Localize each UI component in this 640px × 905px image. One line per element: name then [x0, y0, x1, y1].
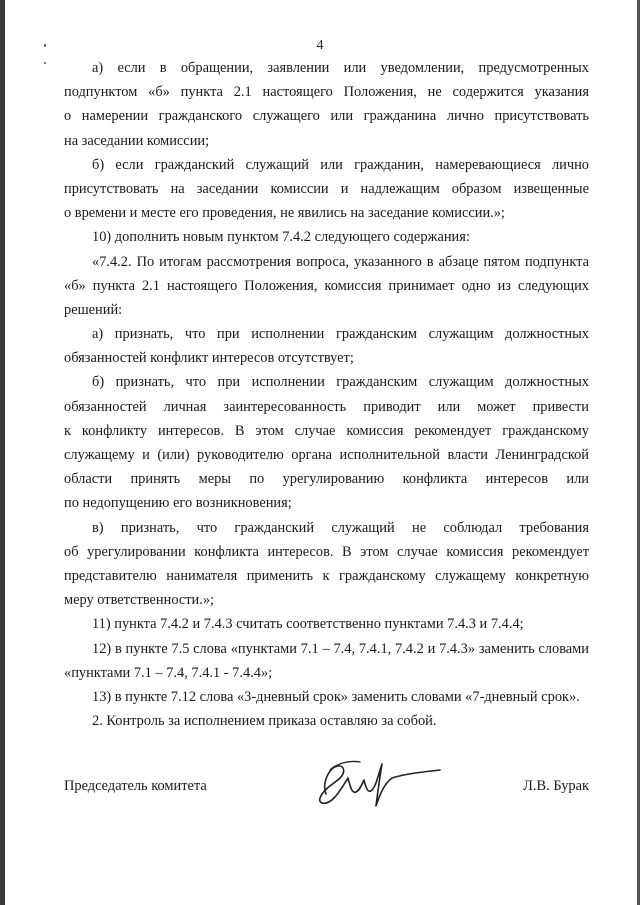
- signature-block: [64, 772, 589, 832]
- body-line: подпунктом «б» пункта 2.1 настоящего Положения, не содержится указания: [64, 84, 589, 101]
- body-line: 2. Контроль за исполнением приказа оставляю за собой.: [92, 713, 437, 730]
- handwritten-signature: [304, 754, 444, 816]
- body-line: о намерении гражданского служащего или гражданина лично присутствовать: [64, 108, 589, 125]
- body-line: б) если гражданский служащий или гражданин, намеревающиеся лично: [92, 156, 589, 173]
- body-line: а) если в обращении, заявлении или уведомлении, предусмотренных: [92, 60, 589, 76]
- body-line: об урегулировании конфликта интересов. В этом случае комиссия рекомендует: [64, 543, 589, 560]
- signatory-name: Л.В. Бурак: [523, 778, 589, 794]
- body-line: 10) дополнить новым пунктом 7.4.2 следующего содержания:: [92, 229, 470, 246]
- document-body: [64, 56, 589, 733]
- body-line: о времени и месте его проведения, не явились на заседание комиссии.»;: [64, 205, 505, 222]
- body-line: по недопущению его возникновения;: [64, 495, 292, 512]
- body-line: 13) в пункте 7.12 слова «3-дневный срок» заменить словами «7-дневный срок».: [92, 688, 580, 705]
- body-line: решений:: [64, 301, 123, 318]
- body-line: 12) в пункте 7.5 слова «пунктами 7.1 – 7.4, 7.4.1, 7.4.2 и 7.4.3» заменить словами: [92, 640, 589, 657]
- body-line: в) признать, что гражданский служащий не соблюдал требования: [92, 519, 589, 536]
- body-line: а) признать, что при исполнении гражданским служащим должностных: [92, 326, 589, 343]
- body-line: обязанностей личная заинтересованность приводит или может привести: [64, 398, 589, 415]
- body-line: на заседании комиссии;: [64, 132, 210, 149]
- body-line: «7.4.2. По итогам рассмотрения вопроса, указанного в абзаце пятом подпункта: [92, 253, 589, 270]
- body-line: к конфликту интересов. В этом случае комиссия рекомендует гражданскому: [64, 422, 589, 439]
- scan-speck: [44, 62, 46, 64]
- scan-left-edge: [0, 0, 5, 905]
- body-line: 11) пункта 7.4.2 и 7.4.3 считать соответственно пунктами 7.4.3 и 7.4.4;: [92, 616, 524, 633]
- signatory-title: Председатель комитета: [64, 778, 207, 794]
- body-line: меру ответственности.»;: [64, 592, 215, 609]
- page-number: 4: [316, 38, 324, 53]
- body-line: б) признать, что при исполнении гражданским служащим должностных: [92, 374, 589, 391]
- body-line: обязанностей конфликт интересов отсутствует;: [64, 350, 354, 367]
- body-line: представителю нанимателя применить к гражданскому служащему конкретную: [64, 567, 589, 584]
- body-line: «пунктами 7.1 – 7.4, 7.4.1 - 7.4.4»;: [64, 664, 273, 681]
- body-line: служащему и (или) руководителю органа исполнительной власти Ленинградской: [64, 447, 589, 463]
- body-line: присутствовать на заседании комиссии и надлежащим образом извещенные: [64, 180, 589, 197]
- body-line: «б» пункта 2.1 настоящего Положения, комиссия принимает одно из следующих: [64, 277, 589, 294]
- body-line: области принять меры по урегулированию конфликта интересов или: [64, 471, 589, 488]
